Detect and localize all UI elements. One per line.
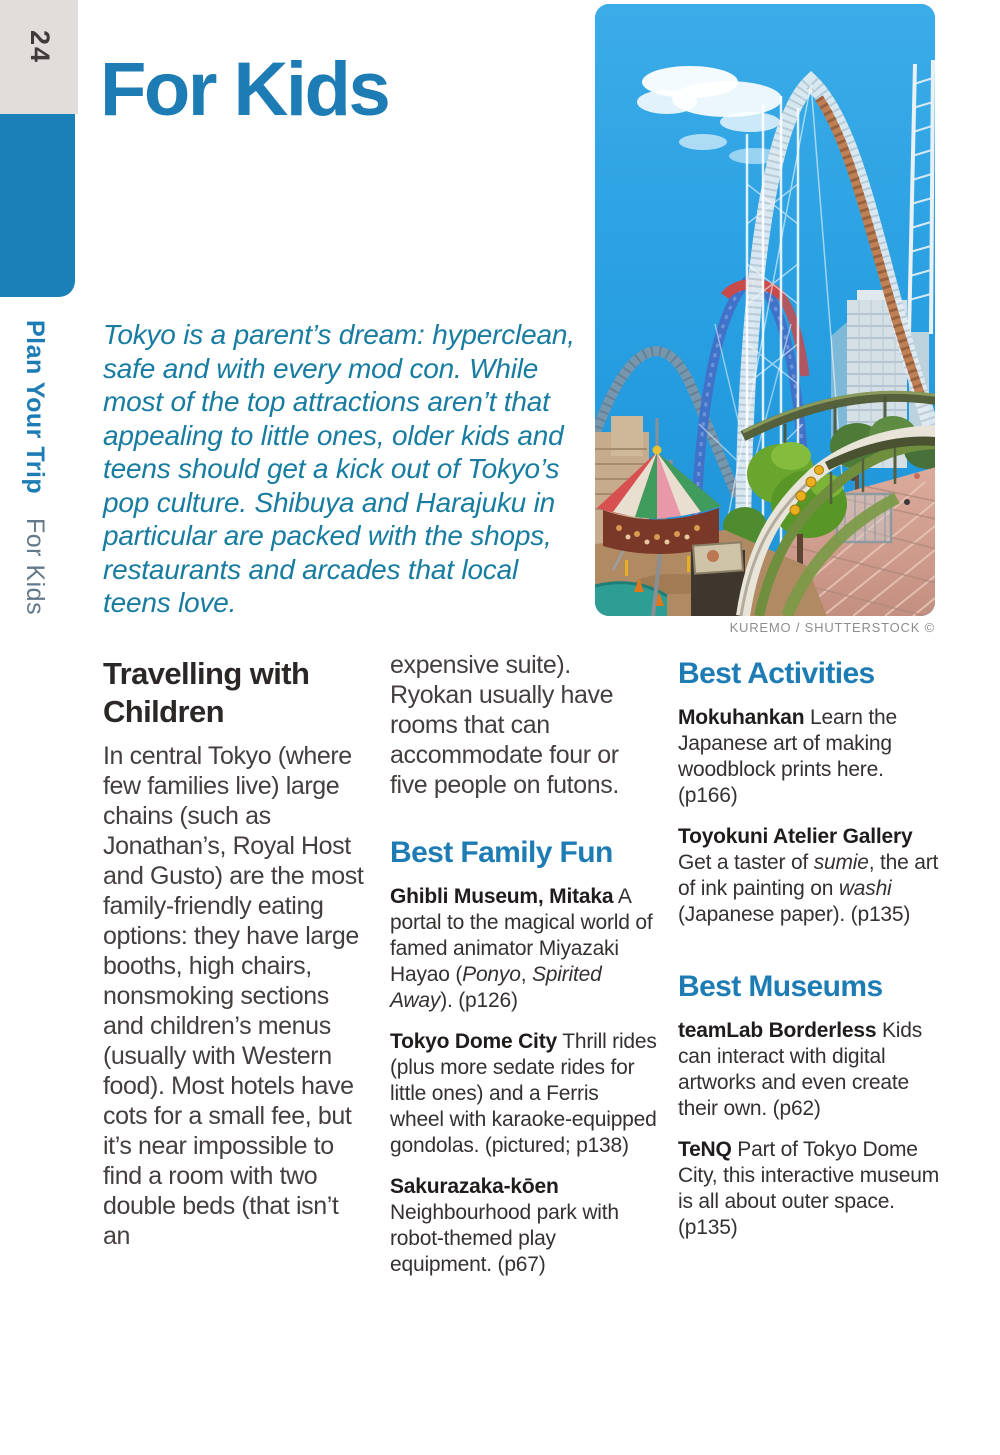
column-best-lists [678,655,946,1256]
spine-chapter-label: For Kids [21,517,49,615]
intro-paragraph: Tokyo is a parent’s dream: hyperclean, safe and with every mod con. While most of the top attractions aren’t that appealing to little ones, older kids and teens should get a kick out of Tokyo’s pop culture. Shibuya and Harajuku in particular are packed with the shops, restaurants and arcades that local teens love. [103,319,575,618]
photo-credit: KUREMO / SHUTTERSTOCK © [729,620,935,635]
kiosk [691,542,745,616]
travelling-body: In central Tokyo (where few families live) large chains (such as Jonathan’s, Royal Host and Gusto) are the most family-friendly eating options: they have large booths, high chairs, nonsmoking sections and children’s menus (usually with Western food). Most hotels have cots for a small fee, but it’s near impossible to find a room with two double beds (that isn’t an [103,742,364,1250]
chapter-color-tab [0,114,75,297]
listing-entry: Mokuhankan Learn the Japanese art of making woodblock prints here. (p166) [678,706,897,807]
column-family-fun [390,650,658,1293]
tokyo-dome-city-photo [595,4,935,616]
listing-entry: Toyokuni Atelier Gallery Get a taster of sumie, the art of ink painting on washi (Japanese paper). (p135) [678,825,939,926]
listing-entry: Sakurazaka-kōen Neighbourhood park with robot-themed play equipment. (p67) [390,1175,619,1276]
listing-entry: teamLab Borderless Kids can interact with digital artworks and even create their own. (p62) [678,1019,922,1120]
spine-section-label: Plan Your Trip [21,320,49,495]
best-family-fun-list [390,884,658,1278]
page-number: 24 [25,30,55,65]
best-activities-list [678,705,946,928]
section-heading-best-family-fun: Best Family Fun [390,836,613,869]
best-museums-list [678,1018,946,1241]
section-heading-best-museums: Best Museums [678,970,883,1003]
column-travelling [103,655,371,1251]
listing-entry: Tokyo Dome City Thrill rides (plus more sedate rides for little ones) and a Ferris wheel with karaoke-equipped gondolas. (pictured; p138) [390,1030,657,1157]
listing-entry: Ghibli Museum, Mitaka A portal to the magical world of famed animator Miyazaki Hayao (Ponyo, Spirited Away). (p126) [390,885,653,1012]
section-heading-best-activities: Best Activities [678,657,875,690]
page-title: For Kids [100,47,389,132]
page-corner-tab [0,0,78,114]
section-heading-travelling: Travelling with Children [103,656,310,729]
amusement-park-illustration [595,4,935,616]
travelling-body-continued: expensive suite). Ryokan usually have rooms that can accommodate four or five people on futons. [390,651,619,799]
spine-label [20,320,49,615]
listing-entry: TeNQ Part of Tokyo Dome City, this interactive museum is all about outer space. (p135) [678,1138,940,1239]
